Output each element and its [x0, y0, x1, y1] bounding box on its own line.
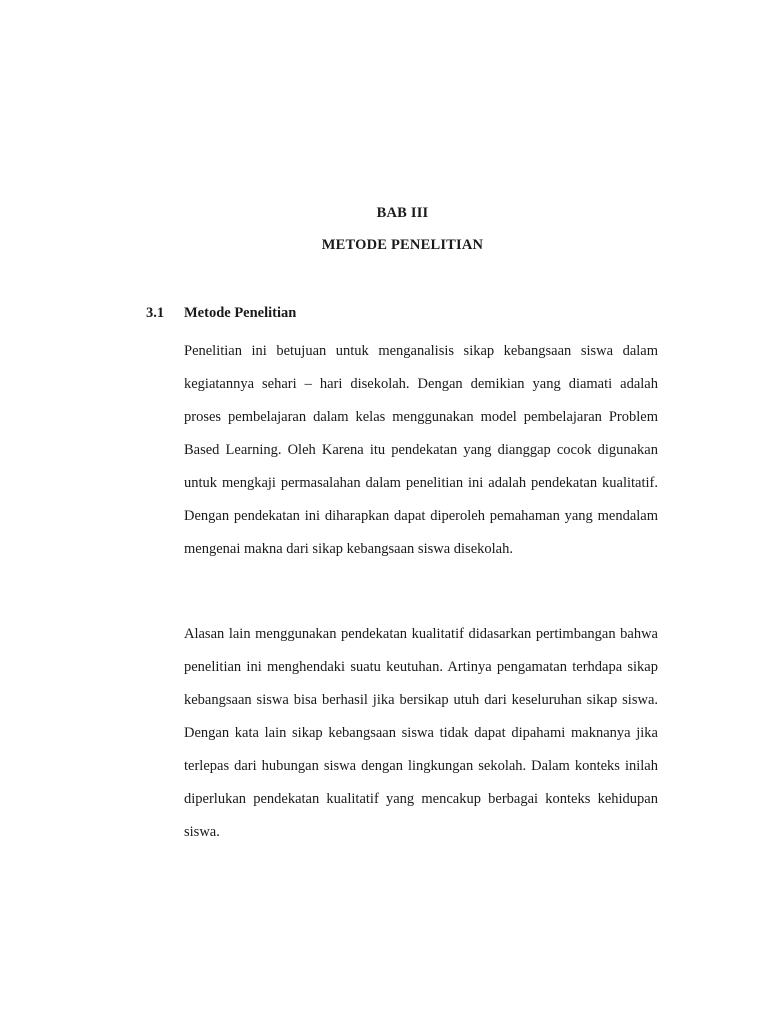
section-number: 3.1 [146, 305, 165, 321]
section-heading [146, 305, 296, 322]
section-title: Metode Penelitian [184, 305, 297, 321]
chapter-title: METODE PENELITIAN [321, 237, 484, 253]
paragraph: Alasan lain menggunakan pendekatan kualitatif didasarkan pertimbangan bahwa penelitian ini menghendaki suatu keutuhan. Artinya pengamatan terhdapa sikap kebangsaan siswa bisa berhasil jika bersikap utuh dari keseluruhan sikap siswa. Dengan kata lain sikap kebangsaan siswa tidak dapat dipahami maknanya jika terlepas dari hubungan siswa dengan lingkungan sekolah. Dalam konteks inilah diperlukan pendekatan kualitatif yang mencakup berbagai konteks kehidupan siswa. [184, 626, 658, 840]
chapter-number: BAB III [376, 205, 429, 221]
paragraph: Penelitian ini betujuan untuk menganalisis sikap kebangsaan siswa dalam kegiatannya sehari – hari disekolah. Dengan demikian yang diamati adalah proses pembelajaran dalam kelas menggunakan model pembelajaran Problem Based Learning. Oleh Karena itu pendekatan yang dianggap cocok digunakan untuk mengkaji permasalahan dalam penelitian ini adalah pendekatan kualitatif. Dengan pendekatan ini diharapkan dapat diperoleh pemahaman yang mendalam mengenai makna dari sikap kebangsaan siswa disekolah. [184, 343, 658, 557]
